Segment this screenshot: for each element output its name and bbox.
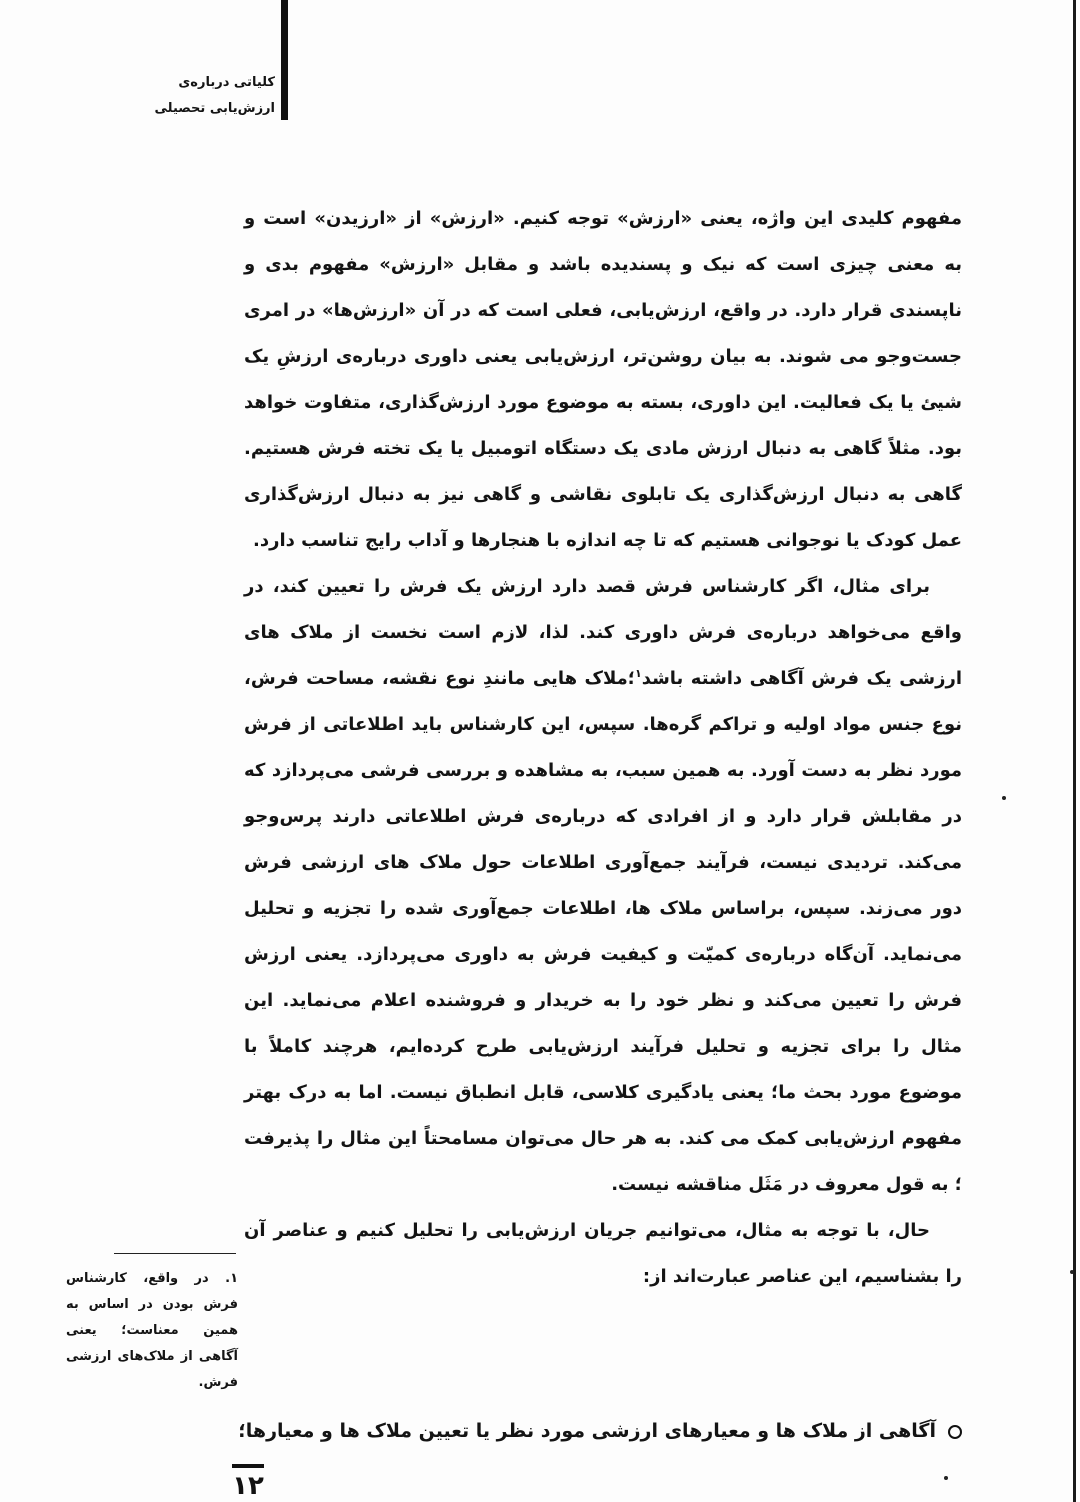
- running-header-line-1: کلیاتی درباره‌ی: [178, 75, 275, 90]
- paragraph-2: [244, 564, 962, 1208]
- circle-bullet-icon: [948, 1425, 962, 1439]
- bullet-item: [238, 1416, 962, 1446]
- paragraph-2-part-2: ؛ملاک هایی مانندِ نوع نقشه، مساحت فرش، نوع جنس مواد اولیه و تراکم گره‌ها. سپس، این کارشناس باید اطلاعاتی از فرش مورد نظر به دست آورد. به همین سبب، به مشاهده و بررسی فرشی می‌پردازد که در مقابلش قرار دارد و از افرادی که درباره‌ی فرش اطلاعاتی دارند پرس‌وجو می‌کند. تردیدی نیست، فرآیند جمع‌آوری اطلاعات حول ملاک های ارزشی فرش دور می‌زند. سپس، براساس ملاک ها، اطلاعات جمع‌آوری شده را تجزیه و تحلیل می‌نماید. آن‌گاه درباره‌ی کمیّت و کیفیت فرش به داوری می‌پردازد. یعنی ارزش فرش را تعیین می‌کند و نظر خود را به خریدار و فروشنده اعلام می‌نماید. این مثال را برای تجزیه و تحلیل فرآیند ارزش‌یابی طرح کرده‌ایم، هرچند کاملاً با موضوع مورد بحث ما؛ یعنی یادگیری کلاسی، قابل انطباق نیست. اما به درک بهتر مفهوم ارزش‌یابی کمک می کند. به هر حال می‌توان مسامحتاً این مثال را پذیرفت ؛ به قول معروف در مَثَل مناقشه نیست.: [244, 668, 962, 1195]
- footnote: ۱. در واقع، کارشناس فرش بودن در اساس به همین معناست؛ یعنی آگاهی از ملاک‌های ارزشی فرش.: [66, 1271, 238, 1390]
- paragraph-1: مفهوم کلیدی این واژه، یعنی «ارزش» توجه کنیم. «ارزش» از «ارزیدن» است و به معنی چیزی است که نیک و پسندیده باشد و مقابل «ارزش» مفهوم بدی و ناپسندی قرار دارد. در واقع، ارزش‌یابی، فعلی است که در آن «ارزش‌ها» در امری جست‌وجو می شوند. به بیان روشن‌تر، ارزش‌یابی یعنی داوری درباره‌ی ارزشِ یک شیئ یا یک فعالیت. این داوری، بسته به موضوع مورد ارزش‌گذاری، متفاوت خواهد بود. مثلاً گاهی به دنبال ارزش مادی یک دستگاه اتومبیل یا یک تخته فرش هستیم. گاهی به دنبال ارزش‌گذاری یک تابلوی نقاشی و گاهی نیز به دنبال ارزش‌گذاری عمل کودک یا نوجوانی هستیم که تا چه اندازه با هنجارها و آداب رایج تناسب دارد.: [244, 208, 962, 551]
- paragraph-2-part-1: برای مثال، اگر کارشناس فرش قصد دارد ارزش یک فرش را تعیین کند، در واقع می‌خواهد درباره‌ی فرش داوری کند. لذا، لازم است نخست از ملاک های ارزشی یک فرش آگاهی داشته باشد: [244, 576, 963, 689]
- running-header: [125, 70, 275, 122]
- margin-speck: [1002, 796, 1006, 800]
- footnote-reference: ۱: [634, 667, 642, 680]
- paragraph-3: حال، با توجه به مثال، می‌توانیم جریان ارزش‌یابی را تحلیل کنیم و عناصر آن را بشناسیم، این عناصر عبارت‌اند از:: [244, 1220, 962, 1287]
- page-number: ۱۲: [228, 1470, 268, 1502]
- page-edge-shadow: [1073, 0, 1076, 1502]
- bullet-item-text: آگاهی از ملاک ها و معیارهای ارزشی مورد نظر یا تعیین ملاک ها و معیارها؛: [238, 1420, 936, 1442]
- footnote-divider: [114, 1253, 236, 1254]
- top-margin-bar: [281, 0, 288, 120]
- margin-speck: [944, 1476, 948, 1480]
- body-text: [244, 196, 962, 1300]
- running-header-line-2: ارزش‌یابی تحصیلی: [154, 101, 275, 116]
- margin-speck: [1070, 1270, 1074, 1274]
